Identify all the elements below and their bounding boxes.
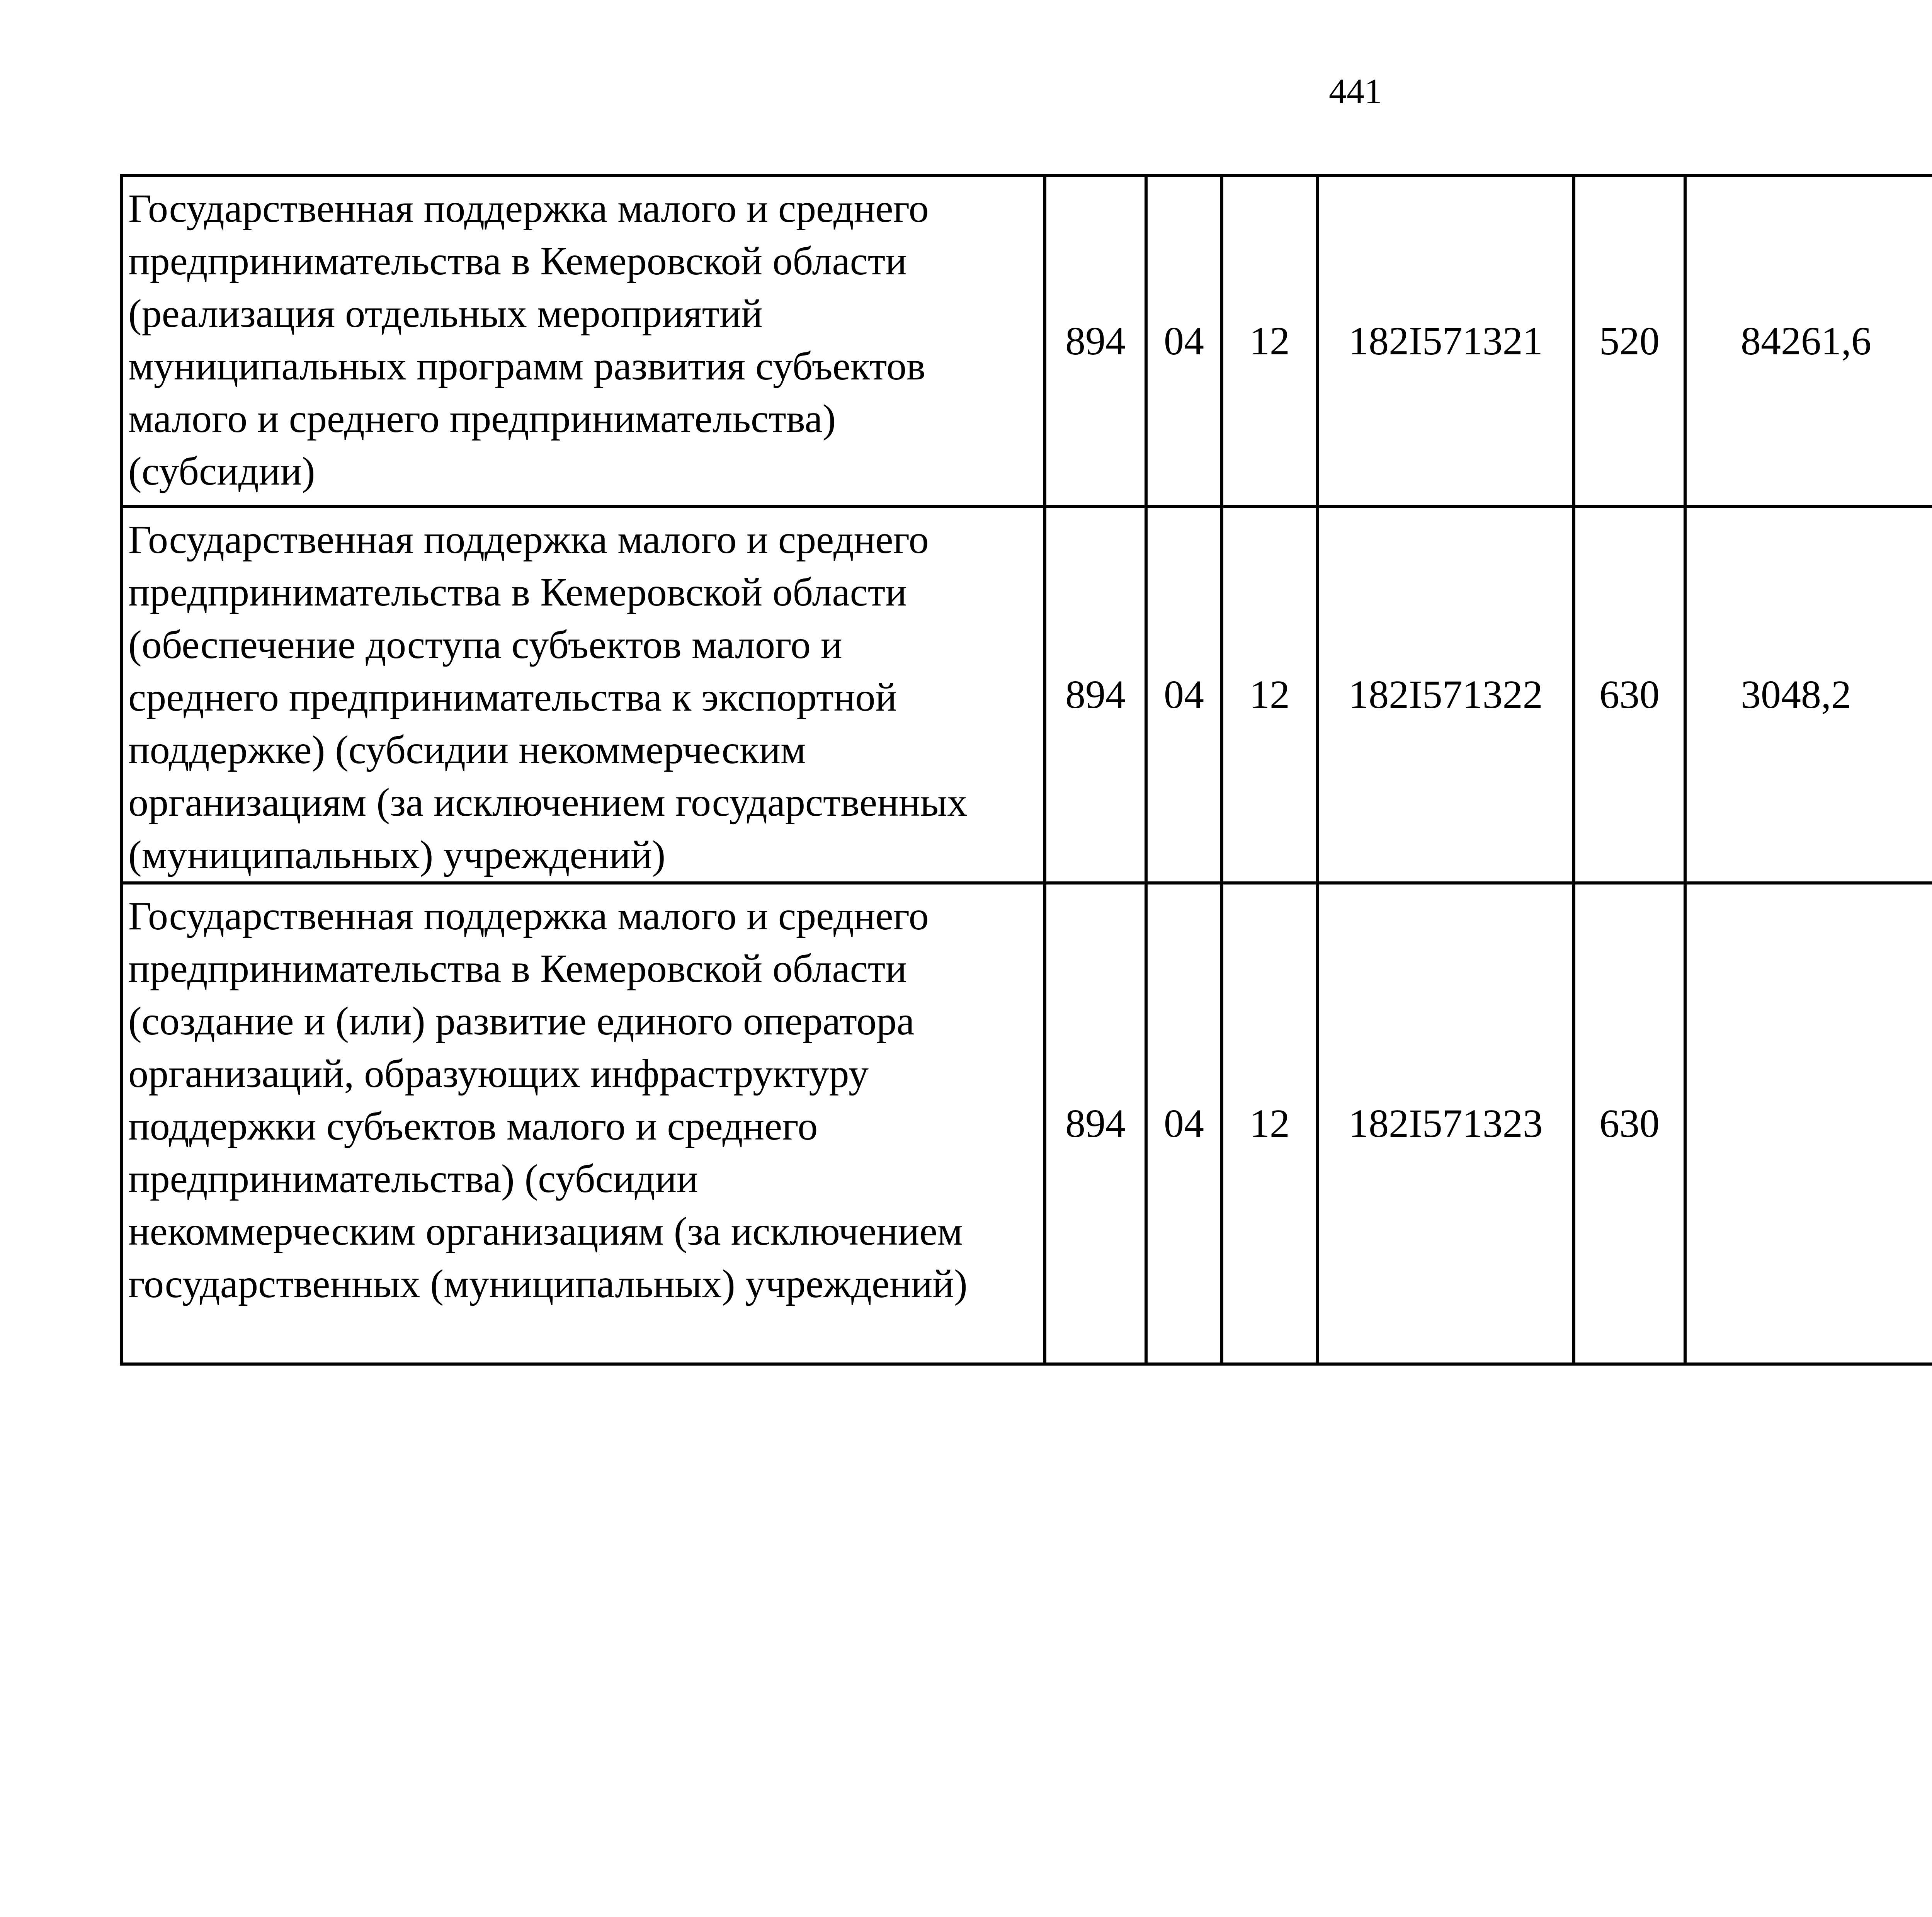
- description-line: (субсидии): [128, 449, 315, 493]
- ministry-code: 894: [1045, 175, 1146, 507]
- target-article-code: 182I571322: [1318, 507, 1574, 883]
- description-line: государственных (муниципальных) учреждений): [128, 1262, 968, 1306]
- description-line: организациям (за исключением государственных: [128, 780, 968, 825]
- section-code: 04: [1146, 883, 1222, 1364]
- target-article-code: 182I571323: [1318, 883, 1574, 1364]
- subsection-code: 12: [1222, 883, 1318, 1364]
- table-row: [121, 175, 1932, 507]
- description-line: предпринимательства в Кемеровской области: [128, 239, 907, 283]
- subsection-code: 12: [1222, 507, 1318, 883]
- row-description: [121, 883, 1045, 1364]
- description-line: (обеспечение доступа субъектов малого и: [128, 623, 842, 667]
- description-line: Государственная поддержка малого и среднего: [128, 517, 929, 562]
- amount-1: 84261,6: [1685, 175, 1932, 507]
- expense-type-code: 520: [1574, 175, 1685, 507]
- amount-1: [1685, 883, 1932, 1364]
- description-line: среднего предпринимательства к экспортной: [128, 675, 897, 720]
- description-line: малого и среднего предпринимательства): [128, 396, 836, 441]
- description-line: (муниципальных) учреждений): [128, 833, 666, 877]
- expense-type-code: 630: [1574, 883, 1685, 1364]
- ministry-code: 894: [1045, 883, 1146, 1364]
- description-line: поддержке) (субсидии некоммерческим: [128, 728, 806, 772]
- description-line: (реализация отдельных мероприятий: [128, 291, 763, 336]
- table-row: [121, 883, 1932, 1364]
- description-line: (создание и (или) развитие единого оператора: [128, 999, 915, 1043]
- budget-table: [120, 174, 1932, 1366]
- section-code: 04: [1146, 175, 1222, 507]
- page-number: 441: [1329, 71, 1382, 111]
- description-line: предпринимательства в Кемеровской области: [128, 570, 907, 614]
- description-line: муниципальных программ развития субъектов: [128, 344, 926, 388]
- amount-1: 3048,2: [1685, 507, 1932, 883]
- description-line: организаций, образующих инфраструктуру: [128, 1051, 869, 1096]
- description-line: некоммерческим организациям (за исключением: [128, 1209, 963, 1254]
- description-line: Государственная поддержка малого и среднего: [128, 186, 929, 231]
- section-code: 04: [1146, 507, 1222, 883]
- expense-type-code: 630: [1574, 507, 1685, 883]
- target-article-code: 182I571321: [1318, 175, 1574, 507]
- description-line: предпринимательства в Кемеровской области: [128, 946, 907, 991]
- description-line: предпринимательства) (субсидии: [128, 1157, 698, 1201]
- row-description: [121, 507, 1045, 883]
- subsection-code: 12: [1222, 175, 1318, 507]
- row-description: [121, 175, 1045, 507]
- table-row: [121, 507, 1932, 883]
- ministry-code: 894: [1045, 507, 1146, 883]
- description-line: поддержки субъектов малого и среднего: [128, 1104, 818, 1148]
- description-line: Государственная поддержка малого и среднего: [128, 894, 929, 938]
